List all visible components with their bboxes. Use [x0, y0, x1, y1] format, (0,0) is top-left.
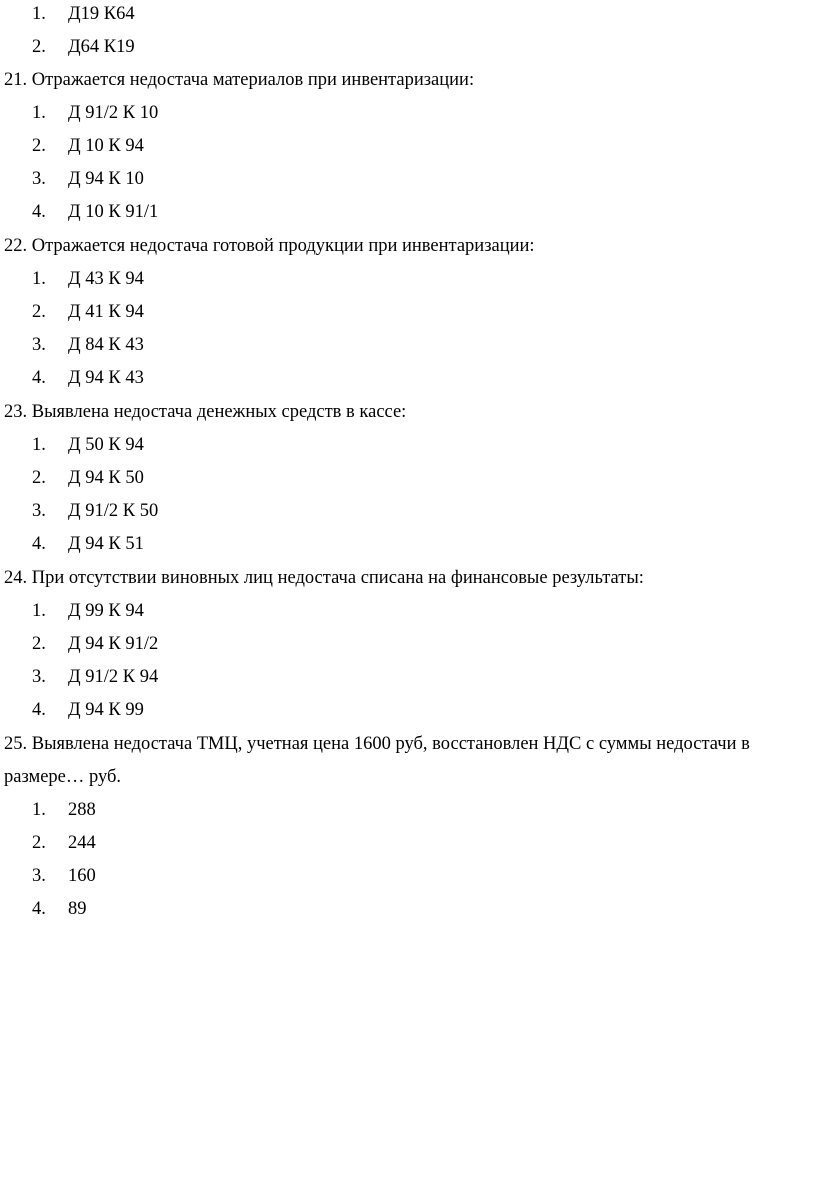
option-item — [32, 36, 135, 58]
option-item — [32, 500, 158, 522]
option-text: Д 94 К 51 — [68, 534, 144, 554]
option-number: 2. — [32, 634, 46, 654]
option-number: 4. — [32, 899, 46, 919]
option-text: 244 — [68, 833, 96, 853]
option-text: Д 91/2 К 10 — [68, 103, 159, 123]
option-number: 1. — [32, 103, 46, 123]
option-text: Д 41 К 94 — [68, 302, 144, 322]
option-item — [32, 367, 144, 389]
option-number: 3. — [32, 501, 46, 521]
question-24-label: 24. При отсутствии виновных лиц недостача списана на финансовые результаты: — [4, 568, 644, 588]
question-23-label: 23. Выявлена недостача денежных средств в кассе: — [4, 402, 407, 422]
option-item — [32, 832, 96, 854]
option-text: Д 84 К 43 — [68, 335, 144, 355]
option-number: 2. — [32, 37, 46, 57]
option-item — [32, 135, 144, 157]
option-number: 2. — [32, 833, 46, 853]
option-item — [32, 301, 144, 323]
option-item — [32, 268, 144, 290]
option-number: 4. — [32, 534, 46, 554]
question-22-label: 22. Отражается недостача готовой продукции при инвентаризации: — [4, 236, 535, 256]
option-number: 4. — [32, 700, 46, 720]
option-item — [32, 898, 87, 920]
option-item — [32, 201, 158, 223]
option-number: 3. — [32, 667, 46, 687]
option-text: 89 — [68, 899, 87, 919]
option-number: 3. — [32, 866, 46, 886]
option-text: Д19 К64 — [68, 4, 135, 24]
option-item — [32, 3, 135, 25]
option-item — [32, 699, 144, 721]
option-number: 1. — [32, 269, 46, 289]
option-text: Д 10 К 91/1 — [68, 202, 159, 222]
option-text: Д 91/2 К 94 — [68, 667, 159, 687]
option-number: 3. — [32, 335, 46, 355]
question-21-label: 21. Отражается недостача материалов при инвентаризации: — [4, 70, 475, 90]
option-item — [32, 434, 144, 456]
option-item — [32, 799, 96, 821]
option-number: 4. — [32, 202, 46, 222]
option-text: Д64 К19 — [68, 37, 135, 57]
question-25-label: 25. Выявлена недостача ТМЦ, учетная цена 1600 руб, восстановлен НДС с суммы недостачи в — [4, 734, 750, 754]
option-text: Д 10 К 94 — [68, 136, 144, 156]
option-item — [32, 865, 96, 887]
option-number: 2. — [32, 136, 46, 156]
option-text: Д 94 К 99 — [68, 700, 144, 720]
option-item — [32, 102, 158, 124]
option-text: Д 94 К 91/2 — [68, 634, 159, 654]
option-item — [32, 633, 158, 655]
option-number: 2. — [32, 468, 46, 488]
option-text: Д 99 К 94 — [68, 601, 144, 621]
option-number: 4. — [32, 368, 46, 388]
option-item — [32, 533, 144, 555]
option-number: 1. — [32, 4, 46, 24]
option-text: Д 94 К 43 — [68, 368, 144, 388]
option-text: 288 — [68, 800, 96, 820]
option-item — [32, 666, 158, 688]
option-text: 160 — [68, 866, 96, 886]
option-text: Д 43 К 94 — [68, 269, 144, 289]
option-text: Д 94 К 50 — [68, 468, 144, 488]
option-text: Д 94 К 10 — [68, 169, 144, 189]
option-item — [32, 334, 144, 356]
option-number: 2. — [32, 302, 46, 322]
option-item — [32, 467, 144, 489]
option-item — [32, 600, 144, 622]
option-number: 3. — [32, 169, 46, 189]
option-text: Д 91/2 К 50 — [68, 501, 159, 521]
question-25-label-continued: размере… руб. — [4, 767, 122, 787]
option-item — [32, 168, 144, 190]
option-number: 1. — [32, 435, 46, 455]
option-number: 1. — [32, 800, 46, 820]
option-text: Д 50 К 94 — [68, 435, 144, 455]
option-number: 1. — [32, 601, 46, 621]
